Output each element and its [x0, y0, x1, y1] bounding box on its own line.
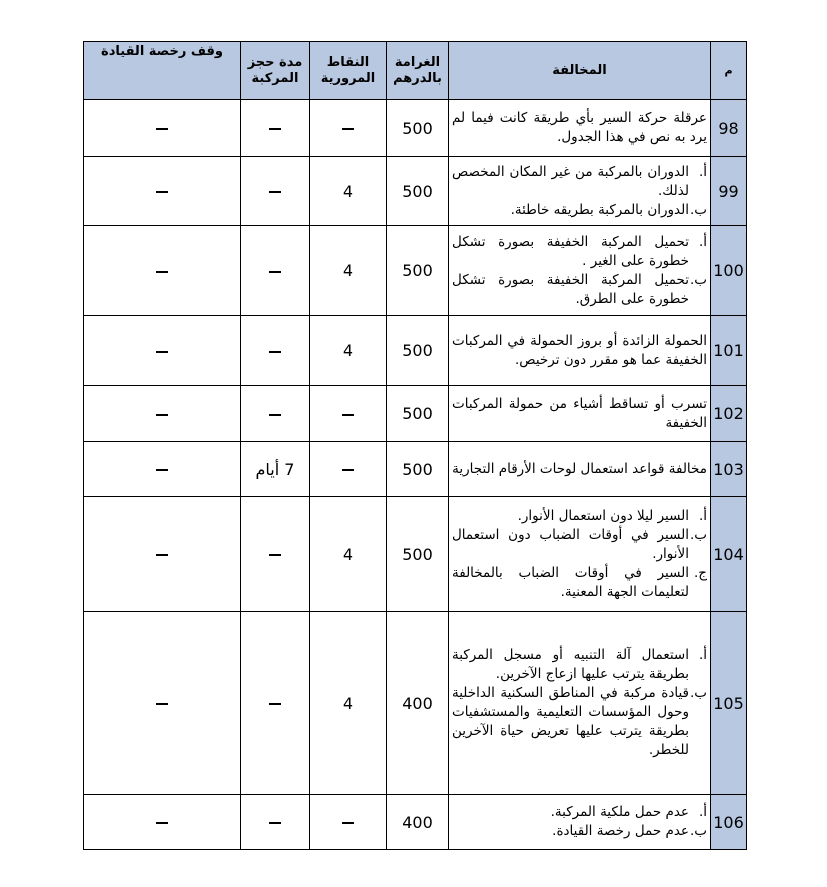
sub-item-label: ب.	[689, 526, 707, 543]
table-row	[84, 226, 747, 316]
table-row	[84, 157, 747, 226]
license-value	[84, 316, 241, 386]
sub-item-label: أ.	[698, 507, 707, 524]
impound-value	[241, 497, 310, 612]
violation-description	[449, 157, 711, 226]
points-value: 4	[310, 497, 387, 612]
header-license-suspension: وقف رخصة القيادة	[84, 42, 241, 100]
row-number: 105	[711, 612, 747, 795]
fine-value: 500	[387, 386, 449, 442]
sub-item-label: ب.	[689, 685, 707, 701]
points-value	[310, 442, 387, 497]
violation-sub-item	[452, 822, 707, 841]
row-number: 102	[711, 386, 747, 442]
violation-description	[449, 226, 711, 316]
dash-mark	[342, 414, 354, 416]
row-number: 98	[711, 100, 747, 157]
violation-description	[449, 100, 711, 157]
dash-mark	[269, 703, 281, 705]
fine-value: 500	[387, 226, 449, 316]
dash-mark	[269, 822, 281, 824]
dash-mark	[156, 351, 168, 353]
dash-mark	[156, 128, 168, 130]
dash-mark	[269, 351, 281, 353]
points-value: 4	[310, 157, 387, 226]
dash-mark	[156, 822, 168, 824]
violation-description	[449, 497, 711, 612]
impound-value	[241, 386, 310, 442]
table-row	[84, 100, 747, 157]
table-body	[84, 100, 747, 850]
sub-item-text: الدوران بالمركبة من غير المكان المخصص لذلك.	[452, 163, 689, 199]
dash-mark	[269, 191, 281, 193]
fine-value: 500	[387, 316, 449, 386]
header-number: م	[711, 42, 747, 100]
sub-item-text: السير في أوقات الضباب دون استعمال الأنوار.	[452, 526, 689, 562]
license-value	[84, 386, 241, 442]
sub-item-text: السير ليلا دون استعمال الأنوار.	[517, 507, 689, 524]
license-value	[84, 100, 241, 157]
violation-description	[449, 316, 711, 386]
table-row	[84, 316, 747, 386]
impound-value	[241, 226, 310, 316]
impound-value	[241, 157, 310, 226]
sub-item-text: تحميل المركبة الخفيفة بصورة تشكل خطورة على الغير .	[452, 233, 689, 269]
violation-sub-item	[452, 684, 707, 760]
impound-value	[241, 316, 310, 386]
impound-value	[241, 612, 310, 795]
row-number: 103	[711, 442, 747, 497]
sub-item-text: استعمال آلة التنبيه أو مسجل المركبة بطريقة يترتب عليها ازعاج الآخرين.	[452, 647, 689, 682]
dash-mark	[156, 414, 168, 416]
sub-item-label: أ.	[698, 163, 707, 180]
sub-item-label: أ.	[698, 647, 707, 663]
violations-table	[83, 41, 747, 850]
violation-sub-item	[452, 271, 707, 309]
header-violation: المخالفة	[449, 42, 711, 100]
sub-item-text: عدم حمل رخصة القيادة.	[552, 823, 689, 839]
sub-item-label: ب.	[689, 271, 707, 288]
violation-sub-item	[452, 201, 707, 220]
table-row	[84, 386, 747, 442]
dash-mark	[156, 191, 168, 193]
dash-mark	[269, 271, 281, 273]
points-value: 4	[310, 612, 387, 795]
header-row	[84, 42, 747, 100]
dash-mark	[269, 554, 281, 556]
impound-value	[241, 795, 310, 850]
violation-description	[449, 612, 711, 795]
dash-mark	[342, 822, 354, 824]
violation-description	[449, 386, 711, 442]
sub-item-label: ب.	[689, 201, 707, 218]
points-value: 4	[310, 226, 387, 316]
fine-value: 400	[387, 795, 449, 850]
dash-mark	[156, 703, 168, 705]
license-value	[84, 442, 241, 497]
sub-item-label: أ.	[698, 233, 707, 250]
fine-value: 500	[387, 497, 449, 612]
sub-item-text: تحميل المركبة الخفيفة بصورة تشكل خطورة على الطرق.	[452, 271, 689, 307]
violation-sub-item	[452, 163, 707, 201]
points-value	[310, 386, 387, 442]
license-value	[84, 157, 241, 226]
dash-mark	[156, 271, 168, 273]
sub-item-label: أ.	[698, 804, 707, 820]
sub-item-text: قيادة مركبة في المناطق السكنية الداخلية وحول المؤسسات التعليمية والمستشفيات بطريقة يترتب عليها تعريض حياة الآخرين للخطر.	[452, 685, 689, 758]
violation-sub-item	[452, 526, 707, 564]
sub-item-text: عدم حمل ملكية المركبة.	[550, 804, 689, 820]
sub-item-text: السير في أوقات الضباب بالمخالفة لتعليمات الجهة المعنية.	[452, 564, 689, 600]
points-value	[310, 100, 387, 157]
table-row	[84, 442, 747, 497]
violation-description	[449, 795, 711, 850]
violation-sub-item	[452, 233, 707, 271]
impound-value: 7 أيام	[241, 442, 310, 497]
dash-mark	[269, 414, 281, 416]
impound-value	[241, 100, 310, 157]
dash-mark	[156, 469, 168, 471]
license-value	[84, 226, 241, 316]
row-number: 106	[711, 795, 747, 850]
violation-sub-item	[452, 646, 707, 684]
violation-text: عرقلة حركة السير بأي طريقة كانت فيما لم يرد به نص في هذا الجدول.	[452, 110, 707, 145]
table-row	[84, 612, 747, 795]
license-value	[84, 612, 241, 795]
violation-description	[449, 442, 711, 497]
dash-mark	[269, 128, 281, 130]
violation-text: مخالفة قواعد استعمال لوحات الأرقام التجارية	[452, 460, 707, 477]
points-value: 4	[310, 316, 387, 386]
dash-mark	[342, 469, 354, 471]
header-fine: الغرامة بالدرهم	[387, 42, 449, 100]
sub-item-label: ج.	[693, 564, 707, 581]
points-value	[310, 795, 387, 850]
row-number: 99	[711, 157, 747, 226]
fine-value: 500	[387, 157, 449, 226]
row-number: 104	[711, 497, 747, 612]
dash-mark	[156, 554, 168, 556]
fine-value: 500	[387, 100, 449, 157]
table-row	[84, 497, 747, 612]
fine-value: 400	[387, 612, 449, 795]
sub-item-text: الدوران بالمركبة بطريقه خاطئة.	[510, 201, 689, 218]
violation-text: تسرب أو تساقط أشياء من حمولة المركبات الخفيفة	[452, 395, 707, 431]
header-points: النقاط المرورية	[310, 42, 387, 100]
row-number: 101	[711, 316, 747, 386]
violation-sub-item	[452, 507, 707, 526]
table-row	[84, 795, 747, 850]
header-impound: مدة حجز المركبة	[241, 42, 310, 100]
violation-sub-item	[452, 803, 707, 822]
violation-sub-item	[452, 564, 707, 602]
row-number: 100	[711, 226, 747, 316]
violations-table-container	[83, 41, 747, 850]
violation-text: الحمولة الزائدة أو بروز الحمولة في المركبات الخفيفة عما هو مقرر دون ترخيص.	[452, 332, 707, 368]
fine-value: 500	[387, 442, 449, 497]
sub-item-label: ب.	[689, 823, 707, 839]
license-value	[84, 497, 241, 612]
license-value	[84, 795, 241, 850]
dash-mark	[342, 128, 354, 130]
